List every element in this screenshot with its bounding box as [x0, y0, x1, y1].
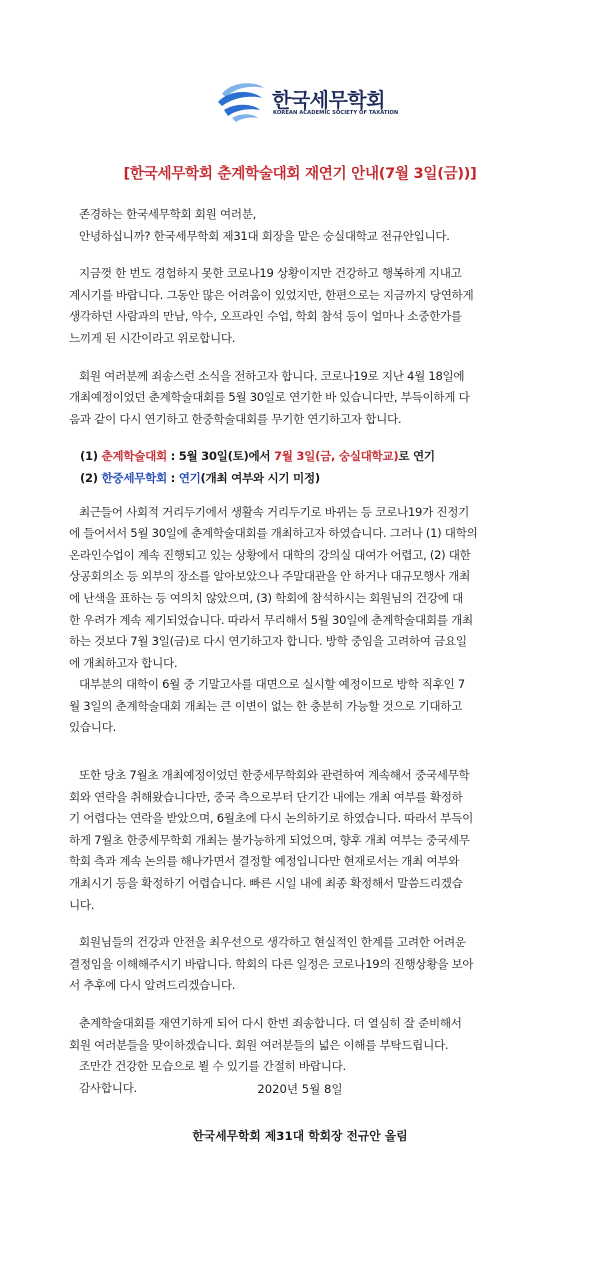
text-line: 온라인수업이 계속 진행되고 있는 상황에서 대학의 강의실 대여가 어렵고, (2) 대한 [69, 547, 471, 562]
swirl-logo-icon [214, 80, 270, 124]
text-line: 기 어렵다는 연락을 받았으며, 6월초에 다시 논의하기로 하였습니다. 따라서 부득이 [69, 811, 474, 826]
text-line: 서 추후에 다시 알려드리겠습니다. [69, 978, 236, 993]
text-line: 생각하던 사람과의 만남, 악수, 오프라인 수업, 학회 참석 등이 얼마나 소중한가를 [69, 309, 462, 324]
highlight-separator: : 5월 30일(토)에서 [166, 449, 275, 464]
text-line: 춘계학술대회를 재연기하게 되어 다시 한번 죄송합니다. 더 열심히 잘 준비해서 [79, 1016, 462, 1030]
text-line: 음과 같이 다시 연기하고 한중학술대회를 무기한 연기하고자 합니다. [69, 411, 402, 426]
text-line: 에 들어서서 5월 30일에 춘계학술대회를 개최하고자 하였습니다. 그러나 (1) 대학의 [69, 526, 478, 541]
text-line: 조만간 건강한 모습으로 뵐 수 있기를 간절히 바랍니다. [79, 1059, 346, 1074]
text-line: 있습니다. [69, 720, 116, 735]
text-line: 회원님들의 건강과 안전을 최우선으로 생각하고 현실적인 한계를 고려한 어려운 [79, 935, 466, 950]
text-line: 감사합니다. [79, 1080, 137, 1095]
highlight-line-korea-china [69, 468, 541, 490]
text-line: 또한 당초 7월초 개최예정이었던 한중세무학회와 관련하여 계속해서 중국세무학 [79, 768, 470, 783]
text-line: 학회 측과 계속 논의를 해나가면서 결정할 예정입니다만 현재로서는 개최 여부와 [69, 854, 460, 869]
text-line: 상공회의소 등 외부의 장소를 알아보았으나 주말대관을 안 하거나 대규모행사 개최 [69, 569, 471, 584]
text-line: 에 난색을 표하는 등 여의치 않았으며, (3) 학회에 참석하시는 회원님의 건강에 대 [69, 590, 464, 605]
text-line: 대부분의 대학이 6월 중 기말고사를 대면으로 실시할 예정이므로 방학 직후인 7 [79, 677, 465, 692]
highlight-number: (1) [80, 449, 102, 464]
letter-signature: 한국세무학회 제31대 학회장 전규안 올림 [192, 1129, 408, 1143]
page-title: [한국세무학회 춘계학술대회 재연기 안내(7월 3일(금))] [123, 165, 477, 182]
letter-body [69, 204, 541, 1099]
text-line: 안녕하십니까? 한국세무학회 제31대 회장을 맡은 숭실대학교 전규안입니다. [79, 228, 450, 243]
text-line: 느끼게 된 시간이라고 위로합니다. [69, 330, 236, 345]
logo-name: 한국세무학회 [272, 88, 385, 112]
highlight-number: (2) [80, 470, 102, 485]
society-logo [214, 80, 399, 128]
highlight-label: 춘계학술대회 [101, 449, 167, 464]
text-line: 회원 여러분들을 맞이하겠습니다. 회원 여러분들의 넓은 이해를 부탁드립니다. [69, 1037, 449, 1052]
highlight-status: 연기 [178, 470, 201, 485]
letter-date: 2020년 5월 8일 [257, 1082, 343, 1096]
text-line: 하게 7월초 한중세무학회 개최는 불가능하게 되었으며, 향후 개최 여부는 중국세무 [69, 832, 470, 847]
text-line: 하는 것보다 7월 3일(금)로 다시 연기하고자 합니다. 방학 중임을 고려하여 금요일 [69, 634, 467, 649]
highlight-tail: 로 연기 [398, 449, 435, 464]
text-line: 지금껏 한 번도 경험하지 못한 코로나19 상황이지만 건강하고 행복하게 지내고 [79, 266, 462, 281]
highlight-new-date: 7월 3일(금, 숭실대학교) [274, 449, 399, 464]
highlight-label: 한중세무학회 [101, 470, 167, 485]
text-line: 개최시기 등을 확정하기 어렵습니다. 빠른 시일 내에 최종 확정해서 말씀드리겠습 [69, 876, 463, 891]
text-line: 존경하는 한국세무학회 회원 여러분, [79, 207, 257, 221]
text-line: 계시기를 바랍니다. 그동안 많은 어려움이 있었지만, 한편으로는 지금까지 당연하게 [69, 287, 474, 302]
text-line: 개최예정이었던 춘계학술대회를 5월 30일로 연기한 바 있습니다만, 부득이하게 다 [69, 390, 470, 405]
highlight-line-spring-conference [69, 446, 541, 468]
logo-subtitle: KOREAN ACADEMIC SOCIETY OF TAXATION [273, 110, 399, 116]
highlight-tail: (개최 여부와 시기 미정) [200, 470, 320, 485]
text-line: 회와 연락을 취해왔습니다만, 중국 측으로부터 단기간 내에는 개최 여부를 확정하 [69, 789, 463, 804]
text-line: 니다. [69, 897, 95, 912]
text-line: 최근들어 사회적 거리두기에서 생활속 거리두기로 바뀌는 등 코로나19가 진정기 [79, 504, 470, 519]
text-line: 결정임을 이해해주시기 바랍니다. 학회의 다른 일정은 코로나19의 진행상황을 보아 [69, 956, 474, 971]
text-line: 회원 여러분께 죄송스런 소식을 전하고자 합니다. 코로나19로 지난 4월 18일에 [79, 368, 465, 383]
text-line: 에 개최하고자 합니다. [69, 655, 178, 670]
text-line: 한 우려가 계속 제기되었습니다. 따라서 무리해서 5월 30일에 춘계학술대회를 개최 [69, 612, 473, 627]
highlight-separator: : [166, 470, 179, 485]
text-line: 월 3일의 춘계학술대회 개최는 큰 이변이 없는 한 충분히 가능할 것으로 기대하고 [69, 698, 463, 713]
